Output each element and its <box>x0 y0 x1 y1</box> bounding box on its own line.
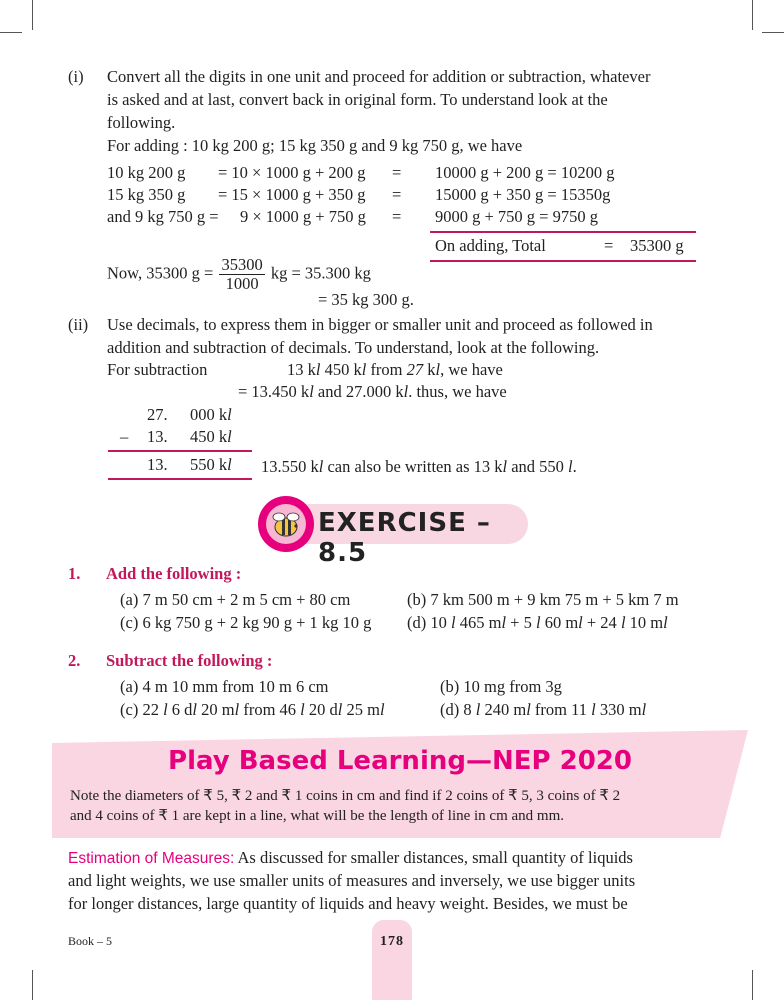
text: , we have <box>440 360 503 379</box>
text: . <box>572 457 577 476</box>
fraction-numerator: 35300 <box>221 255 263 274</box>
crop-mark <box>32 0 33 30</box>
total-bottom-rule <box>430 260 696 262</box>
text: l <box>451 613 456 632</box>
text: from 11 <box>530 700 592 719</box>
crop-mark <box>0 32 22 33</box>
q2-a: (a) 4 m 10 mm from 10 m 6 cm <box>120 677 329 696</box>
text: + 24 <box>582 613 621 632</box>
text: 465 m <box>455 613 502 632</box>
total-label: On adding, Total <box>435 236 546 255</box>
sub-row2-sign: – <box>120 427 129 446</box>
text: l <box>379 700 385 719</box>
calc-row-b: 9 × 1000 g + 750 g <box>240 207 366 226</box>
calc-row-d: 9000 g + 750 g = 9750 g <box>435 207 598 226</box>
exercise-banner <box>258 496 530 568</box>
panel-line: and 4 coins of ₹ 1 are kept in a line, what will be the length of line in cm and mm. <box>70 808 565 824</box>
conversion-result: = 35 kg 300 g. <box>318 290 414 309</box>
text: + 5 <box>506 613 536 632</box>
text: l <box>337 700 343 719</box>
sub-row2-int: 13. <box>147 427 168 446</box>
fraction <box>219 256 264 293</box>
fraction-denominator: 1000 <box>225 274 259 293</box>
total-value: 35300 g <box>630 236 684 255</box>
text: 10 m <box>625 613 664 632</box>
point-i-line: following. <box>107 113 176 132</box>
point-i-line: For adding : 10 kg 200 g; 15 kg 350 g and 9 kg 750 g, we have <box>107 136 523 155</box>
text: 27 <box>406 360 424 379</box>
crop-mark <box>32 970 33 1000</box>
estimation-text: As discussed for smaller distances, small quantity of liquids <box>237 848 633 867</box>
subtraction-equation <box>238 381 507 403</box>
text: from 46 <box>239 700 301 719</box>
sub-top-rule <box>108 450 252 452</box>
estimation-heading: Estimation of Measures: <box>68 850 235 867</box>
text: 450 k <box>190 427 228 446</box>
text: l <box>578 613 583 632</box>
text: l <box>501 613 507 632</box>
text: l <box>591 700 596 719</box>
calc-row-b: = 15 × 1000 g + 350 g <box>218 185 366 204</box>
text: 450 k <box>320 360 362 379</box>
text: (d) 10 <box>407 613 451 632</box>
subtraction-label: For subtraction <box>107 360 208 379</box>
calc-row-a: and 9 kg 750 g = <box>107 207 219 226</box>
sub-row3-dec <box>190 454 232 476</box>
text: 20 d <box>304 700 338 719</box>
calc-row-a: 15 kg 350 g <box>107 185 186 204</box>
text: l <box>361 360 367 379</box>
text: l <box>227 455 232 474</box>
text: l <box>475 700 481 719</box>
page-number-tab <box>372 920 412 1000</box>
q2-title: Subtract the following : <box>106 651 273 670</box>
point-ii-line: Use decimals, to express them in bigger or smaller unit and proceed as followed in <box>107 315 653 334</box>
q2-c <box>120 699 385 721</box>
text: and 27.000 k <box>313 382 404 401</box>
point-i-number: (i) <box>68 67 84 86</box>
text: 20 m <box>197 700 235 719</box>
q1-title: Add the following : <box>106 564 242 583</box>
sub-row1-dec <box>190 404 232 426</box>
point-i-line: Convert all the digits in one unit and proceed for addition or subtraction, whatever <box>107 67 651 86</box>
text: l <box>315 360 321 379</box>
crop-mark <box>762 32 784 33</box>
calc-row-c: = <box>392 207 402 226</box>
text: l <box>502 457 508 476</box>
text: l <box>163 700 168 719</box>
text: 13 k <box>287 360 316 379</box>
text: l <box>535 613 541 632</box>
calc-row-c: = <box>392 185 402 204</box>
text: 60 m <box>540 613 579 632</box>
play-based-learning-panel <box>52 730 748 838</box>
text: 330 m <box>595 700 642 719</box>
point-ii-number: (ii) <box>68 315 89 334</box>
text: l <box>568 457 573 476</box>
text: (d) 8 <box>440 700 476 719</box>
text: l <box>435 360 441 379</box>
q1-a: (a) 7 m 50 cm + 2 m 5 cm + 80 cm <box>120 590 351 609</box>
text: l <box>620 613 626 632</box>
estimation-line <box>68 847 633 870</box>
estimation-line: for longer distances, large quantity of liquids and heavy weight. Besides, we must be <box>68 894 628 913</box>
conversion-suffix: kg = 35.300 kg <box>270 263 371 283</box>
q1-c: (c) 6 kg 750 g + 2 kg 90 g + 1 kg 10 g <box>120 613 372 632</box>
calc-row-a: 10 kg 200 g <box>107 163 186 182</box>
q1-number: 1. <box>68 564 81 583</box>
sub-row3-int: 13. <box>147 455 168 474</box>
text: and 550 <box>507 457 569 476</box>
sub-bottom-rule <box>108 478 252 480</box>
page-number: 178 <box>380 934 404 949</box>
text: 25 m <box>342 700 380 719</box>
text: l <box>227 405 232 424</box>
total-top-rule <box>430 231 696 233</box>
text: from <box>366 360 407 379</box>
text: k <box>423 360 436 379</box>
calc-row-c: = <box>392 163 402 182</box>
q2-number: 2. <box>68 651 81 670</box>
estimation-line: and light weights, we use smaller units of measures and inversely, we use bigger units <box>68 871 636 890</box>
text: can also be written as 13 k <box>323 457 503 476</box>
sub-note <box>261 456 577 478</box>
text: l <box>526 700 531 719</box>
text: l <box>227 427 232 446</box>
q2-b: (b) 10 mg from 3g <box>440 677 562 696</box>
text: l <box>641 700 647 719</box>
text: 6 d <box>167 700 193 719</box>
text: l <box>309 382 314 401</box>
exercise-badge <box>258 496 314 552</box>
text: . thus, we have <box>408 382 507 401</box>
calc-row-b: = 10 × 1000 g + 200 g <box>218 163 366 182</box>
point-ii-line: addition and subtraction of decimals. To understand, look at the following. <box>107 338 600 357</box>
text: l <box>318 457 324 476</box>
text: l <box>234 700 240 719</box>
q2-d <box>440 699 646 721</box>
text: l <box>192 700 198 719</box>
text: l <box>663 613 668 632</box>
calc-row-d: 10000 g + 200 g = 10200 g <box>435 163 615 182</box>
subtraction-question <box>287 359 503 381</box>
text: 240 m <box>480 700 527 719</box>
q1-b: (b) 7 km 500 m + 9 km 75 m + 5 km 7 m <box>407 590 679 609</box>
total-equals: = <box>604 236 614 255</box>
crop-mark <box>752 0 753 30</box>
text: 000 k <box>190 405 228 424</box>
conversion-prefix: Now, 35300 g = <box>107 263 214 283</box>
exercise-title: EXERCISE – 8.5 <box>318 508 491 568</box>
text: 550 k <box>190 455 228 474</box>
sub-row2-dec <box>190 426 232 448</box>
panel-line: Note the diameters of ₹ 5, ₹ 2 and ₹ 1 coins in cm and find if 2 coins of ₹ 5, 3 coins of ₹ 2 <box>70 788 621 804</box>
book-label: Book – 5 <box>68 934 113 948</box>
text: = 13.450 k <box>238 382 310 401</box>
conversion-line <box>107 256 371 293</box>
bee-icon <box>266 504 306 544</box>
crop-mark <box>752 970 753 1000</box>
calc-row-d: 15000 g + 350 g = 15350g <box>435 185 611 204</box>
text: (c) 22 <box>120 700 164 719</box>
panel-title: Play Based Learning—NEP 2020 <box>168 746 632 776</box>
point-i-line: is asked and at last, convert back in original form. To understand look at the <box>107 90 608 109</box>
sub-row1-int: 27. <box>147 405 168 424</box>
q1-d <box>407 612 668 634</box>
text: 13.550 k <box>261 457 319 476</box>
text: l <box>300 700 305 719</box>
text: l <box>403 382 409 401</box>
